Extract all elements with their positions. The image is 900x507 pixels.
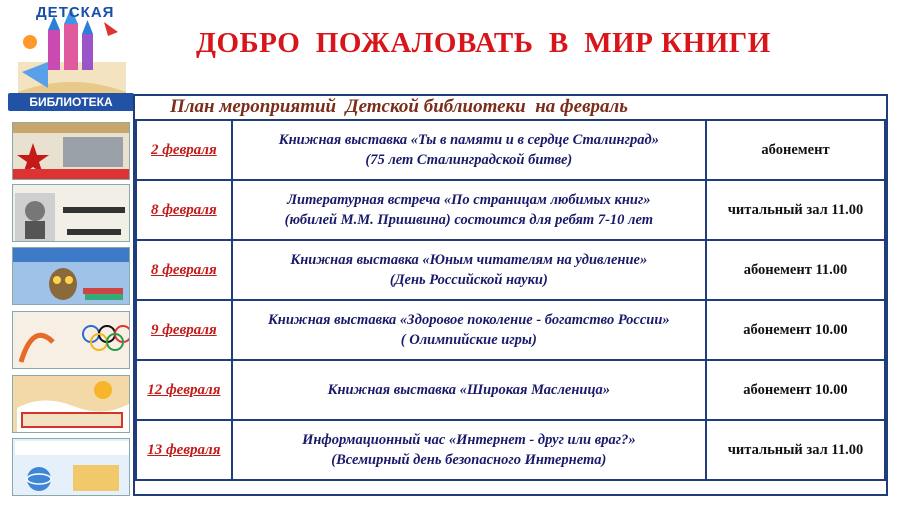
event-description bbox=[232, 120, 706, 180]
event-date: 8 февраля bbox=[136, 180, 232, 240]
table-row bbox=[136, 300, 885, 360]
event-description bbox=[232, 420, 706, 480]
event-subtitle: (Всемирный день безопасного Интернета) bbox=[331, 452, 607, 468]
owl-books-image-icon bbox=[13, 248, 130, 305]
event-title: Книжная выставка «Ты в памяти и в сердце Сталинград» bbox=[278, 132, 659, 148]
event-description bbox=[232, 300, 706, 360]
event-place: абонемент bbox=[706, 120, 885, 180]
event-place: абонемент 10.00 bbox=[706, 300, 885, 360]
event-title: Литературная встреча «По страницам любимых книг» bbox=[287, 192, 651, 208]
portrait-image-icon bbox=[13, 185, 130, 242]
event-place: читальный зал 11.00 bbox=[706, 180, 885, 240]
thumb-olympics bbox=[12, 311, 130, 369]
thumb-internet-safety bbox=[12, 438, 130, 496]
thumb-maslenitsa bbox=[12, 375, 130, 433]
maslenitsa-image-icon bbox=[13, 376, 130, 433]
library-logo bbox=[8, 2, 134, 114]
event-description bbox=[232, 240, 706, 300]
event-date: 8 февраля bbox=[136, 240, 232, 300]
events-table bbox=[135, 119, 886, 481]
olympic-rings-icon bbox=[13, 312, 130, 369]
event-title: Информационный час «Интернет - друг или враг?» bbox=[302, 432, 636, 448]
logo-bottom-text: БИБЛИОТЕКА bbox=[8, 93, 134, 111]
thumb-science bbox=[12, 247, 130, 305]
table-row bbox=[136, 240, 885, 300]
event-description bbox=[232, 360, 706, 420]
event-date: 12 февраля bbox=[136, 360, 232, 420]
event-description bbox=[232, 180, 706, 240]
event-subtitle: (юбилей М.М. Пришвина) состоится для ребят 7-10 лет bbox=[284, 212, 653, 228]
event-title: Книжная выставка «Широкая Масленица» bbox=[327, 382, 611, 398]
event-place: абонемент 11.00 bbox=[706, 240, 885, 300]
event-date: 13 февраля bbox=[136, 420, 232, 480]
event-subtitle: (75 лет Сталинградской битве) bbox=[365, 152, 573, 168]
event-title: Книжная выставка «Здоровое поколение - богатство России» bbox=[267, 312, 670, 328]
internet-safety-image-icon bbox=[13, 439, 130, 496]
event-subtitle: ( Олимпийские игры) bbox=[400, 332, 537, 348]
event-title: Книжная выставка «Юным читателям на удивление» bbox=[290, 252, 648, 268]
table-row bbox=[136, 420, 885, 480]
page-title: ДОБРО ПОЖАЛОВАТЬ В МИР КНИГИ bbox=[196, 27, 771, 59]
logo-top-text: ДЕТСКАЯ bbox=[36, 4, 115, 21]
thumb-prishvin bbox=[12, 184, 130, 242]
plan-subtitle: План мероприятий Детской библиотеки на февраль bbox=[170, 96, 628, 117]
event-place: абонемент 10.00 bbox=[706, 360, 885, 420]
stalingrad-image-icon bbox=[13, 123, 130, 180]
table-row bbox=[136, 180, 885, 240]
table-row bbox=[136, 360, 885, 420]
event-place: читальный зал 11.00 bbox=[706, 420, 885, 480]
event-date: 9 февраля bbox=[136, 300, 232, 360]
event-date: 2 февраля bbox=[136, 120, 232, 180]
event-subtitle: (День Российской науки) bbox=[389, 272, 548, 288]
thumb-stalingrad bbox=[12, 122, 130, 180]
table-row bbox=[136, 120, 885, 180]
